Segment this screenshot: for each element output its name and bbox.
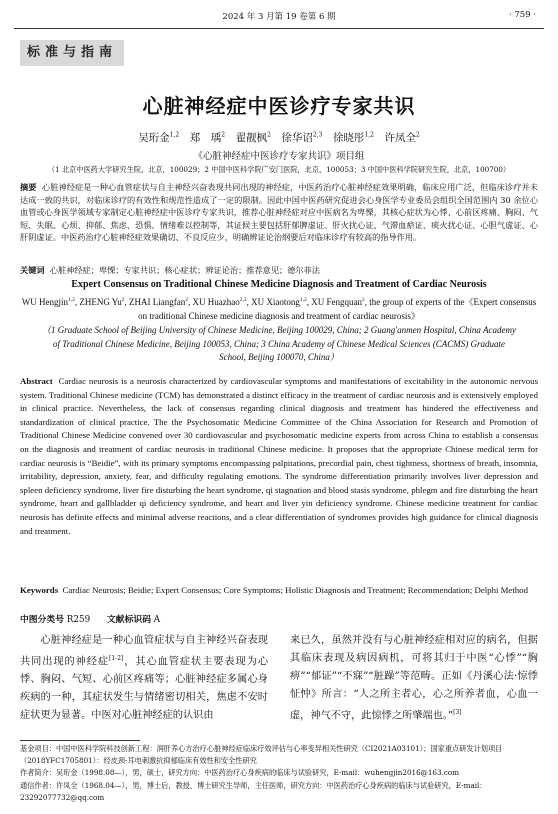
footnote-funding: 基金项目：中国中医科学院科技创新工程：润肝养心方治疗心脏神经症临床疗效评估与心率变异相关性研究（CI2021A03101）；国家重点研发计划项目（2018YFC1705801）：经皮颈-耳电刺激抗抑郁临床有效性和安全性研究 <box>20 744 503 766</box>
author-affil-sup: 2,3 <box>312 131 323 139</box>
abstract-cn-label: 摘要 <box>20 182 37 192</box>
classification <box>20 612 160 625</box>
author-name: 吴珩金 <box>138 132 170 144</box>
english-keywords-text: Cardiac Neurosis; Beidie; Expert Consensus; Core Symptoms; Holistic Diagnosis and Treatment; Recommendation; Delphi Method <box>62 585 528 595</box>
body-right-text: 来已久，虽然并没有与心脏神经症相对应的病名，但据其临床表现及病因病机，可将其归于中医“心悸”“胸痹”“郁证”“不寐”“脏躁”等范畴。正如《丹溪心法·惊悸怔忡》所言：“人之所主者心，心之所养者血，心血一虚，神气不守，此惊悸之所肇端也。” <box>290 635 538 722</box>
footnotes <box>20 743 540 804</box>
section-label: 标准与指南 <box>20 40 124 66</box>
article-title: 心脏神经症中医诊疗专家共识 <box>142 94 416 118</box>
english-author-sup: 2 <box>362 297 365 303</box>
author-affil-sup: 2 <box>267 131 271 139</box>
project-group: 《心脏神经症中医诊疗专家共识》项目组 <box>193 151 365 162</box>
body-column-right <box>290 632 538 725</box>
abstract-cn-text: 心脏神经症是一种心血管症状与自主神经兴奋表现共同出现的神经症，中医药治疗心脏神经症效果明确，临床应用广泛，但临床诊疗并未达成一致的共识，对临床诊疗的有效性和规范性造成了一定的限制。因此中国中医药研究促进会心身医学专业委员会组织全国范围内 30 余位心血管或心身医学领域专家制定心脏神经症中医诊疗专家共识，推荐心脏神经症对应中医病名为卑慄，其核心症状为心悸、心前区疼痛、胸闷、气短、失眠、心烦、抑郁、焦虑、恐惧、情绪难以控制等，其证候主要包括肝郁脾虚证、肝火扰心证、气滞血瘀证、痰火扰心证、心胆气虚证、心肝阴虚证。中医药治疗心脏神经症效果确切、不良反应少，明确辨证论治纲要后对临床诊疗有较高的指导作用。 <box>20 182 538 243</box>
journal-issue: 2024 年 3 月第 19 卷第 6 期 <box>222 12 336 22</box>
english-abstract <box>20 375 538 538</box>
citation-1-2: [1-2] <box>109 655 124 662</box>
english-author-name: WU Hengjin <box>21 297 68 307</box>
english-author-name: XU Xiaotong <box>251 297 300 307</box>
keywords-cn-text: 心脏神经症；卑慄；专家共识；核心症状；辨证论治；推荐意见；德尔菲法 <box>49 265 320 275</box>
english-author-sup: 2,3 <box>239 297 247 303</box>
author-affil-sup: 2 <box>221 131 226 139</box>
english-keywords-label: Keywords <box>20 585 59 595</box>
english-author-name: XU Huazhao <box>192 297 240 307</box>
english-author-sup: 2 <box>121 297 125 303</box>
english-author-sup: 1,2 <box>68 297 75 303</box>
english-author-names: WU Hengjin$^{1,2}$, ZHENG Yu$^2$, ZHAI Liangfan$^2$, XU Huazhao$^{2,3}$, XU Xiaotong$^{1,2}$, XU Fengquan$^2$, <box>21 297 370 307</box>
author-name: 郑 瑀 <box>189 132 222 144</box>
english-keywords <box>20 584 538 598</box>
english-author-name: XU Fengquan <box>311 297 363 307</box>
keywords-cn-label: 关键词 <box>20 265 45 275</box>
doc-code-value: A <box>153 615 161 625</box>
keywords-cn <box>20 264 538 277</box>
clc-value: R259 <box>66 615 91 625</box>
author-affil-sup: 2 <box>415 131 420 139</box>
english-group: the group of experts of the《Expert consensus on traditional Chinese medicine diagnosis and treatment of cardiac neurosis》 <box>138 297 537 321</box>
footnote-author: 作者简介：吴珩金（1998.08—），男，硕士，研究方向：中医药治疗心身疾病的临床与试验研究，E-mail：wuhengjin2016@163.com <box>20 768 460 778</box>
english-author-name: ZHENG Yu <box>79 297 122 307</box>
author-name: 徐华诏 <box>281 132 313 144</box>
header-rule <box>14 28 544 29</box>
clc-label: 中图分类号 <box>20 615 64 625</box>
author-list <box>0 130 558 145</box>
body-left-text-b: ，其心血管症状主要表现为心悸、胸闷、气短、心前区疼痛等；心脏神经症多属心身疾病的一种，其症状发生与情绪密切相关，焦虑不安时症状更为显著。中医对心脏神经症的认识由 <box>20 656 269 722</box>
author-name: 翟靓枫 <box>235 132 268 144</box>
english-abstract-label: Abstract <box>20 376 53 386</box>
author-affil-sup: 1,2 <box>169 131 180 139</box>
page-number: · 759 · <box>508 10 536 20</box>
footnote-rule <box>20 740 140 741</box>
abstract-cn <box>20 181 538 244</box>
body-left-text-a: 心脏神经症是一种心血管症状与自主神经兴奋表现共同出现的神经症 <box>20 635 268 668</box>
english-author-sup: 1,2 <box>299 297 307 303</box>
citation-3: [3] <box>453 709 462 716</box>
footnote-corresponding: 通信作者：许凤全（1968.04—），男，博士后，教授，博士研究生导师，主任医师，研究方向：中医药治疗心身疾病的临床与试验研究，E-mail：23292077732@qq.com <box>20 780 487 802</box>
author-name: 徐晓彤 <box>332 132 365 144</box>
english-title: Expert Consensus on Traditional Chinese Medicine Diagnosis and Treatment of Cardiac Neurosis <box>71 279 487 290</box>
english-abstract-text: Cardiac neurosis is a neurosis characterized by cardiovascular symptoms and manifestations of excitability in the autonomic nervous system. Traditional Chinese medicine (TCM) has demonstrated a distinct efficacy in the treatment of cardiac neurosis and is extensively employed in clinical practice. Nevertheless, the lack of consensus regarding clinical diagnosis and treatment has hindered the effectiveness and standardization of clinical practice. The the Psychosomatic Medicine Committee of the China Association for Research and Promotion of Traditional Chinese Medicine convened over 30 cardiovascular and psychosomatic medicine experts from across China to establish a consensus on the diagnosis and treatment of cardiac neurosis in traditional Chinese medicine. It proposes that the appropriate Chinese medical term for cardiac neurosis is “Beidie”, with its primary symptoms encompassing palpitations, precordial pain, chest tightness, shortness of breath, insomnia, irritability, depression, anxiety, fear, and difficulty regulating emotions. The syndrome differentiation primarily involves liver depression and spleen deficiency syndrome, liver fire disturbing the heart syndrome, qi stagnation and blood stasis syndrome, phlegm and fire disturbing the heart syndrome, heart and gallbladder qi deficiency syndrome, and heart and liver yin deficiency syndrome. Chinese medicine treatment for cardiac neurosis has definite effects and minimal adverse reactions, and a clear differentiation of syndromes provides high guidance for clinical diagnosis and treatment. <box>20 376 538 536</box>
english-authors <box>20 293 538 323</box>
english-affiliations: （1 Graduate School of Beijing University of Chinese Medicine, Beijing 100029, China; 2 Guang'anmen Hospital, China Academy of Traditional Chinese Medicine, Beijing 100053, China; 3 China Academy of Chinese Medical Sciences (CACMS) Graduate School, Beijing 100070, China） <box>42 325 516 362</box>
english-author-name: ZHAI Liangfan <box>129 297 186 307</box>
author-name: 许凤全 <box>384 132 416 144</box>
author-affil-sup: 1,2 <box>364 131 374 139</box>
body-column-left <box>20 632 268 725</box>
english-author-sup: 2 <box>185 297 189 303</box>
doc-code-label: 文献标识码 <box>107 615 151 625</box>
running-head <box>0 10 558 24</box>
affiliations: （1 北京中医药大学研究生院，北京，100029；2 中国中医科学院广安门医院，北京，100053；3 中国中医科学院研究生院，北京，100700） <box>47 165 511 174</box>
